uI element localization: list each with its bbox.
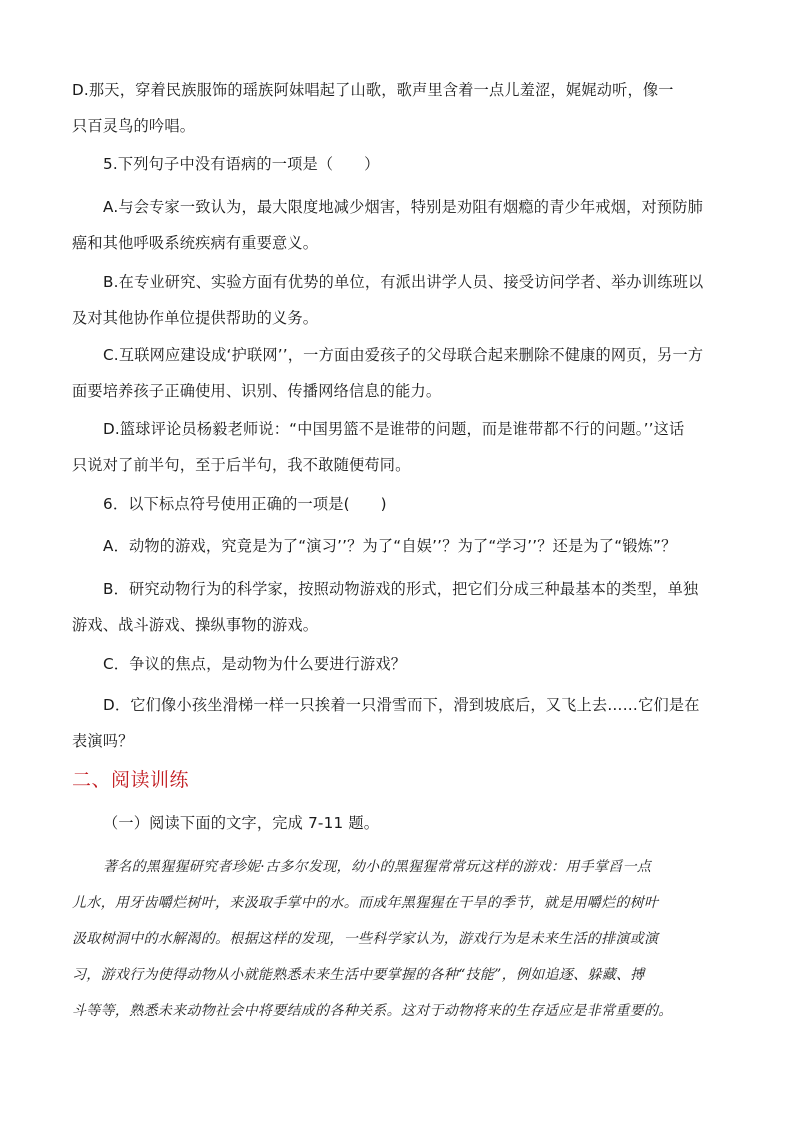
q5-option-b-line1: B.在专业研究、实验方面有优势的单位，有派出讲学人员、接受访问学者、举办训练班以: [103, 273, 704, 291]
q5-option-d-line2: 只说对了前半句，至于后半句，我不敢随便苟同。: [72, 456, 411, 474]
q6-option-a: A．动物的游戏，究竟是为了“演习’’？为了“自娱’’？为了“学习’’？还是为了“锻炼”？: [103, 537, 677, 555]
q4-option-d-line2: 只百灵鸟的吟唱。: [72, 117, 196, 135]
section-intro: （一）阅读下面的文字，完成 7-11 题。: [103, 814, 380, 832]
passage-line-5: 斗等等，熟悉未来动物社会中将要结成的各种关系。这对于动物将来的生存适应是非常重要的。: [72, 1003, 673, 1019]
q5-option-a-line2: 癌和其他呼吸系统疾病有重要意义。: [72, 234, 319, 252]
q5-option-c-line2: 面要培养孩子正确使用、识别、传播网络信息的能力。: [72, 382, 442, 400]
q6-option-d-line2: 表演吗？: [72, 732, 134, 750]
passage-line-2: 儿水，用牙齿嚼烂树叶，来汲取手掌中的水。而成年黑猩猩在干旱的季节，就是用嚼烂的树叶: [72, 895, 659, 911]
q5-option-b-line2: 及对其他协作单位提供帮助的义务。: [72, 309, 319, 327]
q6-option-d-line1: D．它们像小孩坐滑梯一样一只挨着一只滑雪而下，滑到坡底后，又飞上去……它们是在: [103, 696, 700, 714]
passage-line-3: 汲取树洞中的水解渴的。根据这样的发现，一些科学家认为，游戏行为是未来生活的排演或演: [72, 931, 659, 947]
q6-option-b-line2: 游戏、战斗游戏、操纵事物的游戏。: [72, 616, 319, 634]
q5-option-a-line1: A.与会专家一致认为，最大限度地减少烟害，特别是劝阻有烟瘾的青少年戒烟，对预防肺: [103, 198, 704, 216]
passage-line-1: 著名的黑猩猩研究者珍妮·古多尔发现，幼小的黑猩猩常常玩这样的游戏：用手掌舀一点: [103, 859, 652, 875]
q6-stem: 6．以下标点符号使用正确的一项是( ): [103, 495, 387, 513]
section-heading: 二、阅读训练: [72, 769, 190, 791]
q5-option-c-line1: C.互联网应建设成‘护联网’’，一方面由爱孩子的父母联合起来删除不健康的网页，另一方: [103, 346, 704, 364]
q4-option-d-line1: D.那天，穿着民族服饰的瑶族阿妹唱起了山歌，歌声里含着一点儿羞涩，娓娓动听，像一: [72, 81, 674, 99]
q5-option-d-line1: D.篮球评论员杨毅老师说：“中国男篮不是谁带的问题，而是谁带都不行的问题。’’这话: [103, 420, 685, 438]
passage-line-4: 习，游戏行为使得动物从小就能熟悉未来生活中要掌握的各种“技能”，例如追逐、躲藏、搏: [72, 967, 645, 983]
q6-option-c: C．争议的焦点，是动物为什么要进行游戏？: [103, 655, 407, 673]
q5-stem: 5.下列句子中没有语病的一项是（ ）: [103, 155, 380, 173]
q6-option-b-line1: B．研究动物行为的科学家，按照动物游戏的形式，把它们分成三种最基本的类型，单独: [103, 580, 699, 598]
